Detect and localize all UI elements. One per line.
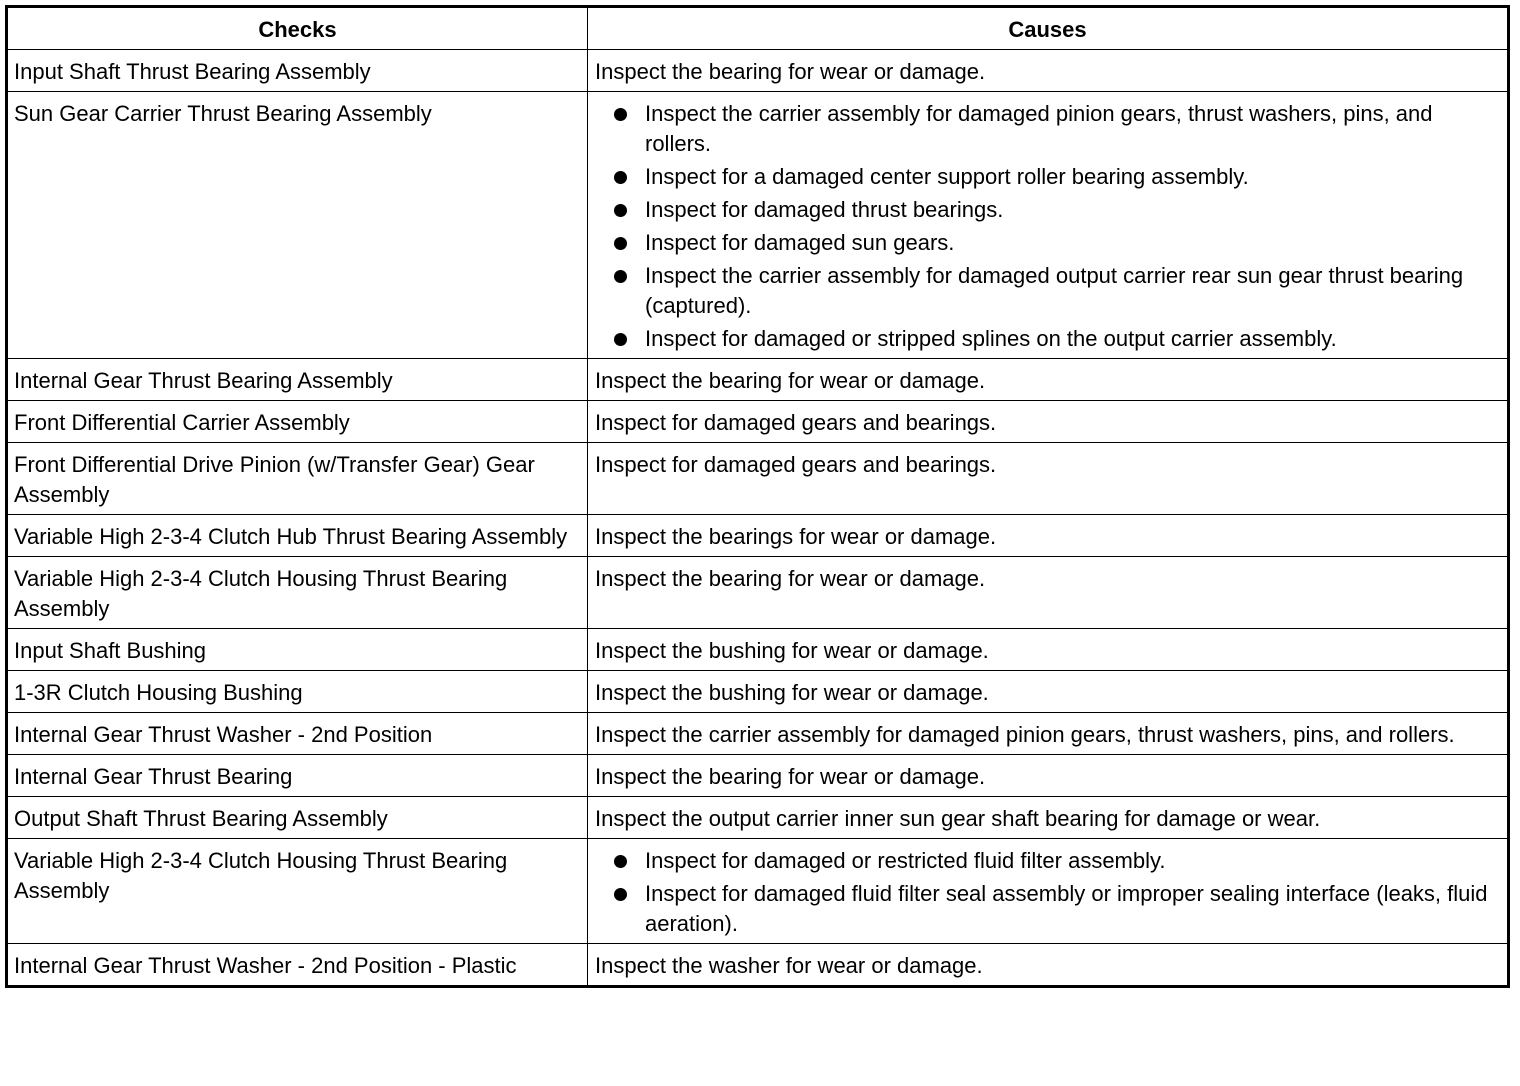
cause-cell: Inspect for damaged gears and bearings. xyxy=(588,443,1509,515)
cause-cell: Inspect the bushing for wear or damage. xyxy=(588,629,1509,671)
checks-column-header: Checks xyxy=(7,7,588,50)
cause-cell: Inspect the bearing for wear or damage. xyxy=(588,755,1509,797)
cause-list-item xyxy=(595,228,1501,258)
bullet-icon xyxy=(614,333,627,346)
cause-list-item xyxy=(595,261,1501,321)
cause-text: Inspect for damaged sun gears. xyxy=(645,230,955,255)
cause-list-item xyxy=(595,99,1501,159)
check-cell: Front Differential Drive Pinion (w/Transfer Gear) Gear Assembly xyxy=(7,443,588,515)
table-row xyxy=(7,443,1509,515)
cause-cell: Inspect the bearing for wear or damage. xyxy=(588,359,1509,401)
bullet-icon xyxy=(614,270,627,283)
cause-text: Inspect the carrier assembly for damaged pinion gears, thrust washers, pins, and rollers. xyxy=(645,101,1433,156)
table-row xyxy=(7,839,1509,944)
cause-cell: Inspect the bearing for wear or damage. xyxy=(588,50,1509,92)
table-row xyxy=(7,515,1509,557)
causes-column-header: Causes xyxy=(588,7,1509,50)
table-row xyxy=(7,671,1509,713)
cause-cell: Inspect the bushing for wear or damage. xyxy=(588,671,1509,713)
table-row xyxy=(7,755,1509,797)
check-cell: Internal Gear Thrust Washer - 2nd Position xyxy=(7,713,588,755)
check-cell: Input Shaft Thrust Bearing Assembly xyxy=(7,50,588,92)
bullet-icon xyxy=(614,204,627,217)
checks-causes-table xyxy=(5,5,1510,988)
cause-cell: Inspect the carrier assembly for damaged pinion gears, thrust washers, pins, and rollers. xyxy=(588,713,1509,755)
cause-cell: Inspect for damaged gears and bearings. xyxy=(588,401,1509,443)
cause-cell: Inspect the bearing for wear or damage. xyxy=(588,557,1509,629)
cause-cell: Inspect the output carrier inner sun gear shaft bearing for damage or wear. xyxy=(588,797,1509,839)
cause-text: Inspect the carrier assembly for damaged output carrier rear sun gear thrust bearing (captured). xyxy=(645,263,1464,318)
cause-list-item xyxy=(595,162,1501,192)
cause-list-item xyxy=(595,879,1501,939)
table-row xyxy=(7,629,1509,671)
cause-cell xyxy=(588,92,1509,359)
bullet-icon xyxy=(614,171,627,184)
table-row xyxy=(7,713,1509,755)
table-header xyxy=(7,7,1509,50)
table-row xyxy=(7,797,1509,839)
check-cell: Output Shaft Thrust Bearing Assembly xyxy=(7,797,588,839)
check-cell: Internal Gear Thrust Bearing Assembly xyxy=(7,359,588,401)
check-cell: Internal Gear Thrust Washer - 2nd Position - Plastic xyxy=(7,944,588,987)
cause-text: Inspect for damaged or restricted fluid filter assembly. xyxy=(645,848,1166,873)
table-row xyxy=(7,557,1509,629)
check-cell: Sun Gear Carrier Thrust Bearing Assembly xyxy=(7,92,588,359)
cause-cell: Inspect the washer for wear or damage. xyxy=(588,944,1509,987)
cause-list-item xyxy=(595,324,1501,354)
check-cell: Variable High 2-3-4 Clutch Hub Thrust Bearing Assembly xyxy=(7,515,588,557)
check-cell: 1-3R Clutch Housing Bushing xyxy=(7,671,588,713)
table-row xyxy=(7,50,1509,92)
check-cell: Input Shaft Bushing xyxy=(7,629,588,671)
table-row xyxy=(7,944,1509,987)
bullet-icon xyxy=(614,237,627,250)
check-cell: Variable High 2-3-4 Clutch Housing Thrust Bearing Assembly xyxy=(7,557,588,629)
bullet-icon xyxy=(614,108,627,121)
table-row xyxy=(7,92,1509,359)
cause-cell: Inspect the bearings for wear or damage. xyxy=(588,515,1509,557)
check-cell: Front Differential Carrier Assembly xyxy=(7,401,588,443)
cause-list xyxy=(595,846,1501,939)
cause-list-item xyxy=(595,195,1501,225)
bullet-icon xyxy=(614,888,627,901)
cause-list xyxy=(595,99,1501,354)
check-cell: Internal Gear Thrust Bearing xyxy=(7,755,588,797)
bullet-icon xyxy=(614,855,627,868)
table-row xyxy=(7,401,1509,443)
cause-text: Inspect for damaged fluid filter seal assembly or improper sealing interface (leaks, fluid aeration). xyxy=(645,881,1488,936)
check-cell: Variable High 2-3-4 Clutch Housing Thrust Bearing Assembly xyxy=(7,839,588,944)
table-body xyxy=(7,50,1509,987)
header-row xyxy=(7,7,1509,50)
cause-text: Inspect for a damaged center support roller bearing assembly. xyxy=(645,164,1249,189)
table-row xyxy=(7,359,1509,401)
cause-cell xyxy=(588,839,1509,944)
cause-list-item xyxy=(595,846,1501,876)
cause-text: Inspect for damaged thrust bearings. xyxy=(645,197,1004,222)
cause-text: Inspect for damaged or stripped splines on the output carrier assembly. xyxy=(645,326,1337,351)
